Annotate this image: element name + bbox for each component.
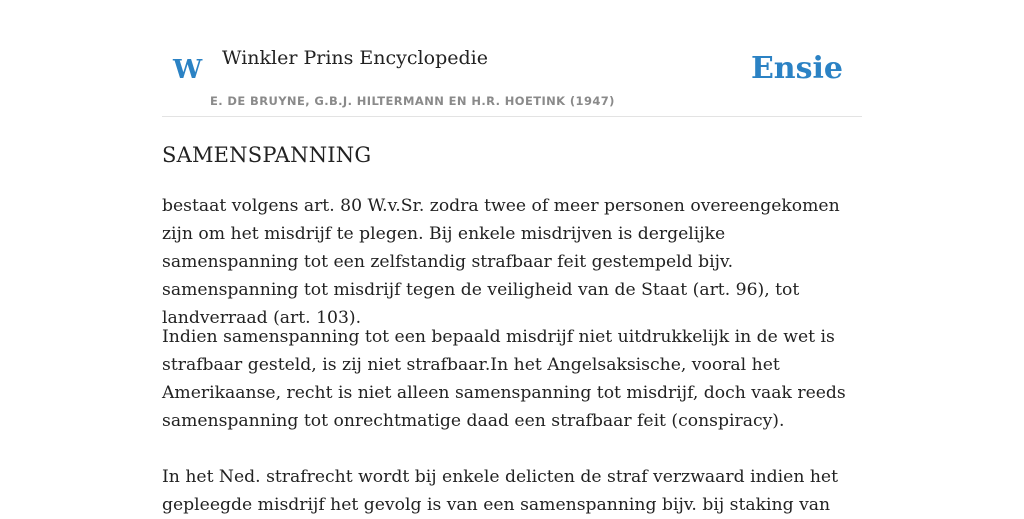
ensie-logo[interactable]: Ensie: [750, 51, 843, 86]
article-paragraph-1: bestaat volgens art. 80 W.v.Sr. zodra twee of meer personen overeengekomen zijn om het misdrijf te plegen. Bij enkele misdrijven is dergelijke samenspanning tot een zelfstandig strafbaar feit gestempeld bijv. samenspanning tot misdrijf tegen de veiligheid van de Staat (art. 96), tot landverraad (art. 103).: [162, 196, 840, 328]
article-headword: SAMENSPANNING: [162, 143, 372, 167]
article-paragraph-3: In het Ned. strafrecht wordt bij enkele delicten de straf verzwaard indien het gepleegde misdrijf het gevolg is van een samenspanning bijv. bij staking van: [162, 467, 838, 515]
winkler-prins-logo-icon[interactable]: W: [173, 55, 203, 85]
article-page: [162, 0, 862, 515]
source-authors: E. DE BRUYNE, G.B.J. HILTERMANN EN H.R. HOETINK (1947): [210, 94, 615, 108]
article-paragraph-2: Indien samenspanning tot een bepaald misdrijf niet uitdrukkelijk in de wet is strafbaar gesteld, is zij niet strafbaar.In het Angelsaksische, vooral het Amerikaanse, recht is niet alleen samenspanning tot misdrijf, doch vaak reeds samenspanning tot onrechtmatige daad een strafbaar feit (conspiracy).: [162, 327, 846, 431]
source-header: [162, 0, 862, 117]
source-title[interactable]: Winkler Prins Encyclopedie: [222, 47, 488, 69]
